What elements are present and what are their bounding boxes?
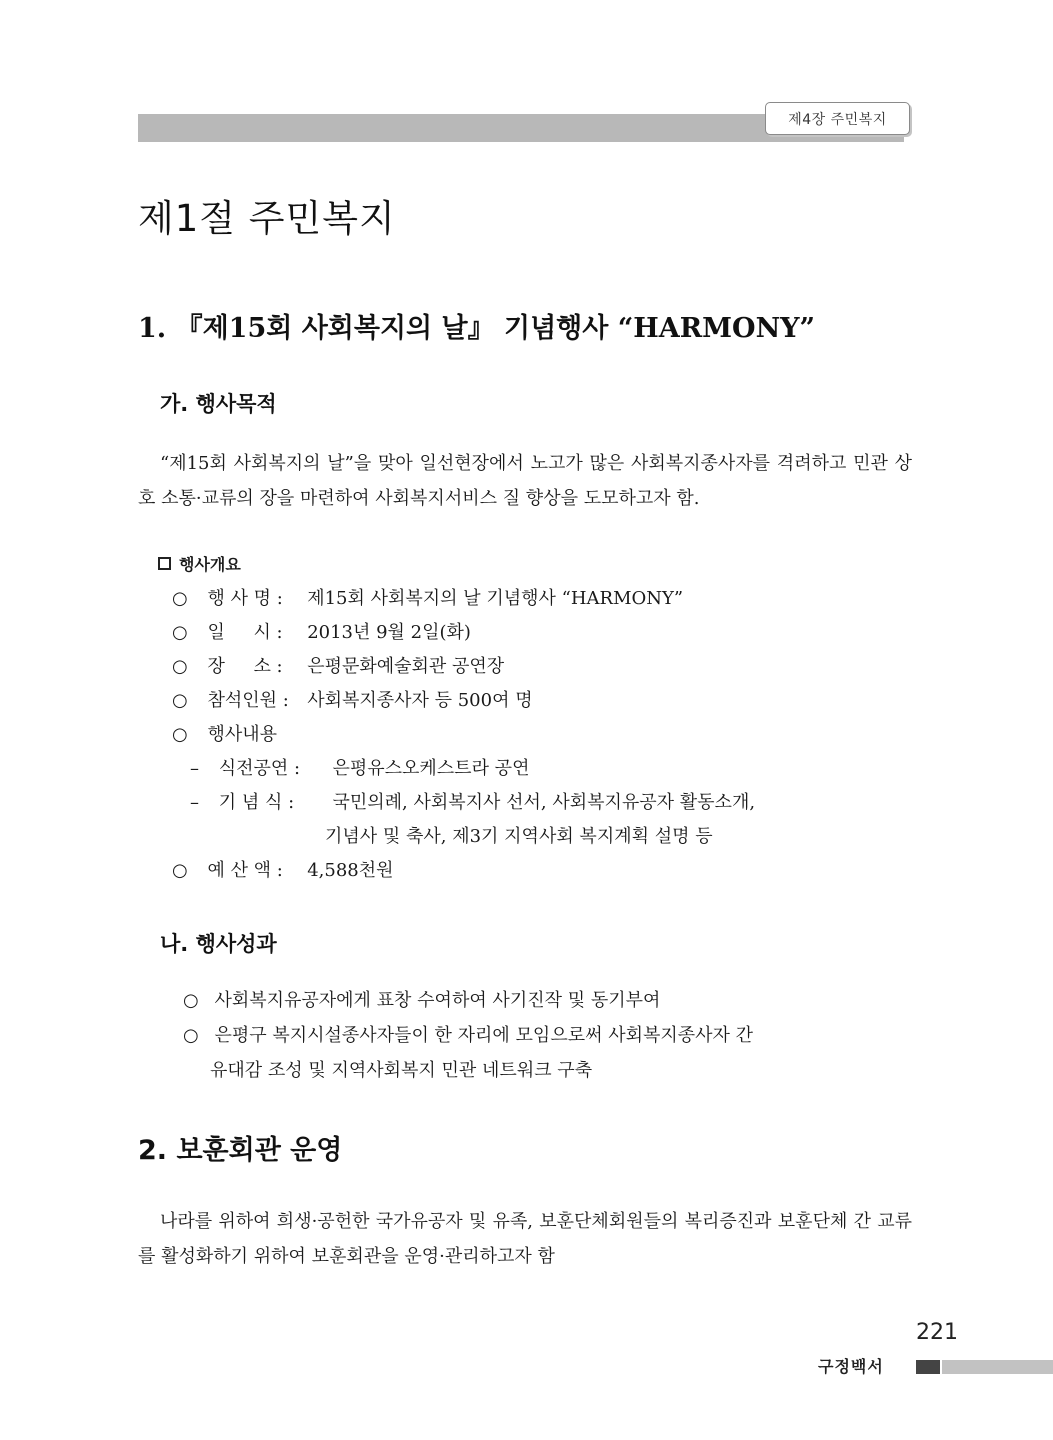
overview-item-place [172,654,504,680]
heading-2: 2. 보훈회관 운영 [138,1135,343,1166]
item-label: 장 소 : [207,656,283,677]
overview-item-name [172,586,683,612]
item-label: 행 사 명 : [207,588,283,609]
dash-icon: – [190,792,199,813]
subitem-label: 기 념 식 : [218,792,295,813]
overview-item-attendees [172,688,533,714]
bullet-icon: ○ [172,588,188,609]
overview-heading [158,552,241,575]
item-value: 제15회 사회복지의 날 기념행사 “HARMONY” [307,588,684,609]
purpose-paragraph: “제15회 사회복지의 날”을 맞아 일선현장에서 노고가 많은 사회복지종사자를 격려하고 민관 상호 소통·교류의 장을 마련하여 사회복지서비스 질 향상을 도모하고자 함. [138,453,912,509]
footer-bar-light [942,1360,1053,1374]
veterans-paragraph: 나라를 위하여 희생·공헌한 국가유공자 및 유족, 보훈단체회원들의 복리증진과 보훈단체 간 교류를 활성화하기 위하여 보훈회관을 운영·관리하고자 함 [138,1211,912,1267]
result-item [183,988,660,1014]
subitem-ceremony-continuation: 기념사 및 축사, 제3기 지역사회 복지계획 설명 등 [325,826,713,847]
overview-title: 행사개요 [179,555,241,574]
item-label: 참석인원 : [207,690,289,711]
subitem-value: 은평유스오케스트라 공연 [332,758,530,779]
item-value: 사회복지종사자 등 500여 명 [307,690,533,711]
subitem-pre-performance [190,756,529,782]
bullet-icon: ○ [183,990,199,1011]
item-value: 4,588천원 [307,860,394,881]
overview-item-date [172,620,471,646]
result-item [183,1023,753,1049]
subitem-ceremony [190,790,755,816]
item-value: 2013년 9월 2일(화) [307,622,471,643]
subitem-value: 국민의례, 사회복지사 선서, 사회복지유공자 활동소개, [332,792,756,813]
item-label: 행사내용 [207,724,278,745]
result-text: 사회복지유공자에게 표창 수여하여 사기진작 및 동기부여 [214,990,661,1011]
subheading-purpose: 가. 행사목적 [160,392,277,416]
bullet-icon: ○ [172,724,188,745]
item-value: 은평문화예술회관 공연장 [307,656,505,677]
square-bullet-icon [158,557,171,570]
dash-icon: – [190,758,199,779]
subitem-label: 식전공연 : [218,758,301,779]
item-label: 일 시 : [207,622,283,643]
subheading-results: 나. 행사성과 [160,932,277,956]
overview-item-budget [172,858,394,884]
bullet-icon: ○ [183,1025,199,1046]
page-number: 221 [916,1320,958,1345]
book-title: 구정백서 [818,1357,884,1376]
result-continuation: 유대감 조성 및 지역사회복지 민관 네트워크 구축 [210,1060,593,1081]
bullet-icon: ○ [172,656,188,677]
footer-bar-dark [916,1360,940,1374]
chapter-tab: 제4장 주민복지 [765,102,910,135]
result-text: 은평구 복지시설종사자들이 한 자리에 모임으로써 사회복지종사자 간 [214,1025,754,1046]
overview-item-content [172,722,277,748]
bullet-icon: ○ [172,622,188,643]
bullet-icon: ○ [172,690,188,711]
section-title: 제1절 주민복지 [138,197,396,240]
bullet-icon: ○ [172,860,188,881]
item-label: 예 산 액 : [207,860,283,881]
heading-1: 1. 『제15회 사회복지의 날』 기념행사 “HARMONY” [138,313,816,344]
